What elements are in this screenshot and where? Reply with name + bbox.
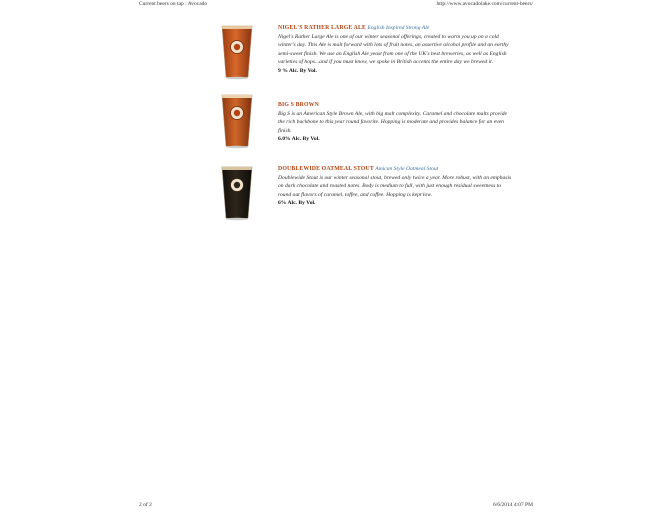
beer-description: Nigel's Rather Large Ale is one of our winter seasonal offerings, created to warm you up on a cold winter's day. This Ale is malt forward with lots of fruit notes, an assertive alcohol profile and an earthy semi-sweet finish. We use an English Ale yeast from one of the UK's best breweries, as well as English varieties of hops...and if you must know, we spoke in British accents the entire day we brewed it.	[278, 33, 509, 66]
beer-name: DOUBLEWIDE OATMEAL STOUT	[278, 166, 374, 172]
page-number: 2 of 2	[139, 502, 152, 508]
print-footer	[0, 502, 672, 512]
print-timestamp: 6/6/2014 4:07 PM	[492, 502, 533, 508]
print-header-title: Current beers on tap : Avocado	[139, 1, 208, 7]
pint-glass-icon	[220, 91, 254, 149]
beer-style: English Inspired Strong Ale	[367, 25, 430, 31]
beer-description: Doublewide Stout is our winter seasonal stout, brewed only twice a year. More robust, with an emphasis on dark chocolate and roasted notes. Body is medium to full, with just enough residual sweetness to round out flavors of caramel, toffee, and coffee. Hopping is kept low.	[278, 174, 512, 198]
beer-name: NIGEL'S RATHER LARGE ALE	[278, 25, 367, 31]
beer-abv: 6% Alc. By Vol.	[278, 200, 316, 207]
beer-description: Big S is an American Style Brown Ale, with big malt complexity. Caramel and chocolate malts provide the rich backbone to this year round favorite. Hopping is moderate and provides balance for an even finish.	[278, 110, 508, 134]
pint-glass-icon	[220, 22, 254, 80]
print-header-url: http://www.avocadolake.com/current-beers/	[436, 1, 533, 7]
beer-text	[278, 24, 512, 76]
print-header	[0, 1, 672, 11]
beer-name: BIG S BROWN	[278, 102, 319, 108]
beer-text	[278, 101, 512, 144]
beer-abv: 9 % Alc. By Vol.	[278, 67, 317, 74]
pint-glass-icon	[220, 163, 254, 221]
beer-style: Amican Style Oatmeal Stout	[375, 166, 439, 172]
beer-text	[278, 165, 512, 208]
beer-abv: 6.0% Alc. By Vol.	[278, 136, 320, 143]
